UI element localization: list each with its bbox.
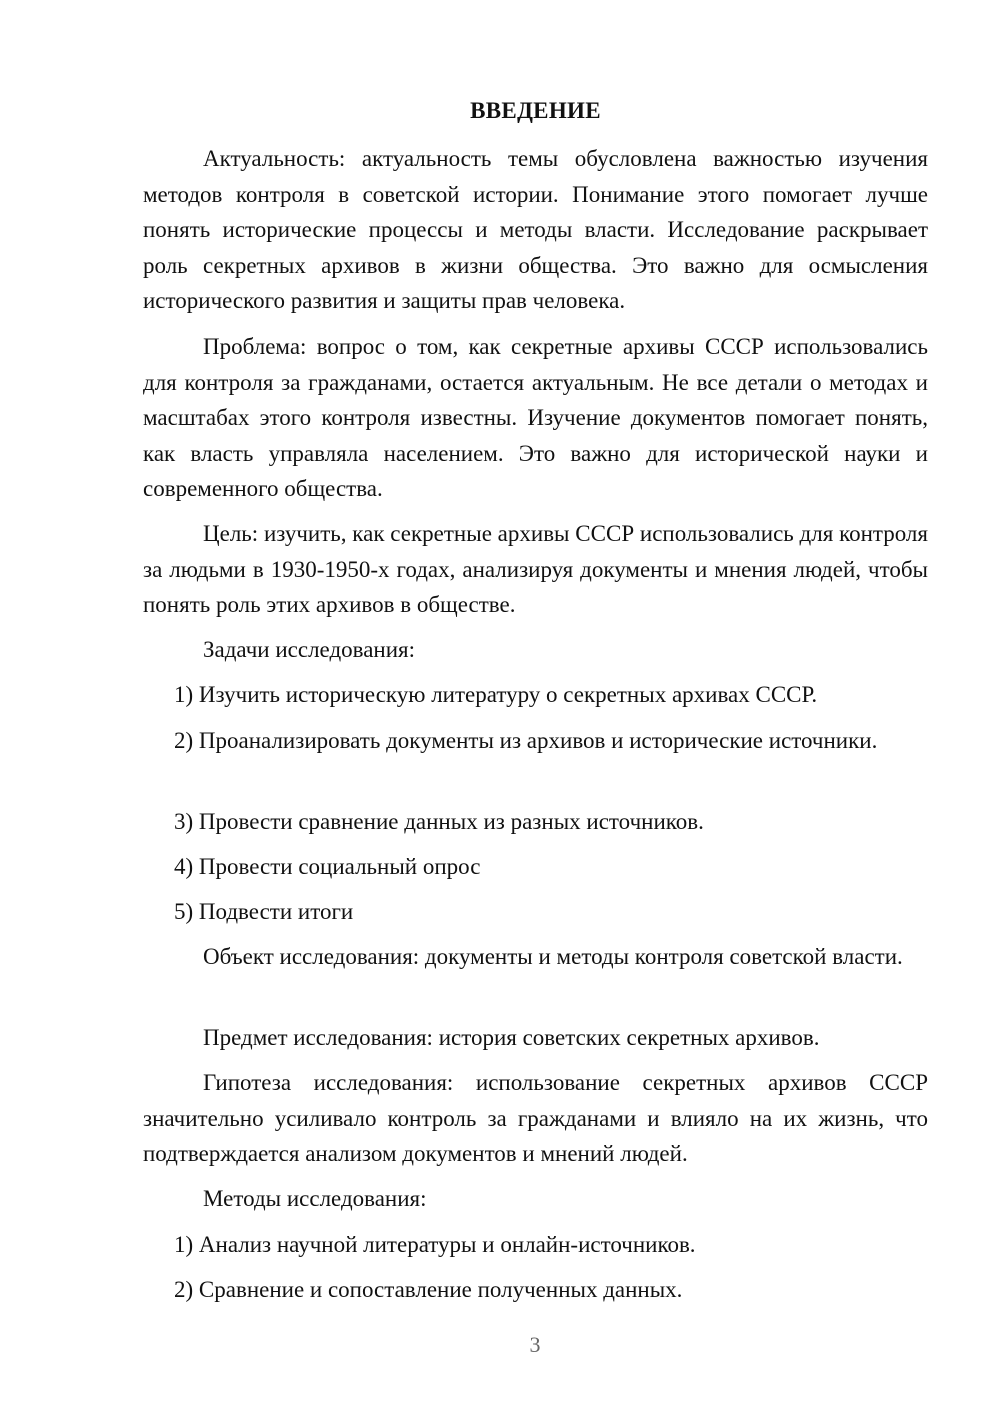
method-item-1: 1) Анализ научной литературы и онлайн-источников. bbox=[174, 1232, 696, 1257]
task-item-1: 1) Изучить историческую литературу о секретных архивах СССР. bbox=[174, 682, 818, 707]
page-number: 3 bbox=[529, 1332, 541, 1357]
task-item-3: 3) Провести сравнение данных из разных источников. bbox=[174, 809, 704, 834]
subject-paragraph: Предмет исследования: история советских секретных архивов. bbox=[203, 1025, 820, 1050]
method-item-2: 2) Сравнение и сопоставление полученных данных. bbox=[174, 1277, 683, 1302]
tasks-heading: Задачи исследования: bbox=[203, 637, 416, 662]
methods-heading: Методы исследования: bbox=[203, 1186, 427, 1211]
problem-paragraph: Проблема: вопрос о том, как секретные архивы СССР использовались для контроля за гражданами, остается актуальным. Не все детали о методах и масштабах этого контроля известны. Изучение документов помогает понять, как власть управляла населением. Это важно для исторической науки и современного общества. bbox=[143, 334, 928, 501]
relevance-paragraph: Актуальность: актуальность темы обусловлена важностью изучения методов контроля в советской истории. Понимание этого помогает лучше понять исторические процессы и методы власти. Исследование раскрывает роль секретных архивов в жизни общества. Это важно для осмысления исторического развития и защиты прав человека. bbox=[143, 146, 928, 313]
task-item-4: 4) Провести социальный опрос bbox=[174, 854, 481, 879]
page-title: ВВЕДЕНИЕ bbox=[470, 98, 601, 123]
goal-paragraph: Цель: изучить, как секретные архивы СССР использовались для контроля за людьми в 1930-1950-х годах, анализируя документы и мнения людей, чтобы понять роль этих архивов в обществе. bbox=[143, 521, 928, 617]
object-paragraph: Объект исследования: документы и методы контроля советской власти. bbox=[203, 944, 903, 969]
task-item-5: 5) Подвести итоги bbox=[174, 899, 354, 924]
task-item-2: 2) Проанализировать документы из архивов и исторические источники. bbox=[174, 728, 878, 753]
hypothesis-paragraph: Гипотеза исследования: использование секретных архивов СССР значительно усиливало контроль за гражданами и влияло на их жизнь, что подтверждается анализом документов и мнений людей. bbox=[143, 1070, 928, 1166]
